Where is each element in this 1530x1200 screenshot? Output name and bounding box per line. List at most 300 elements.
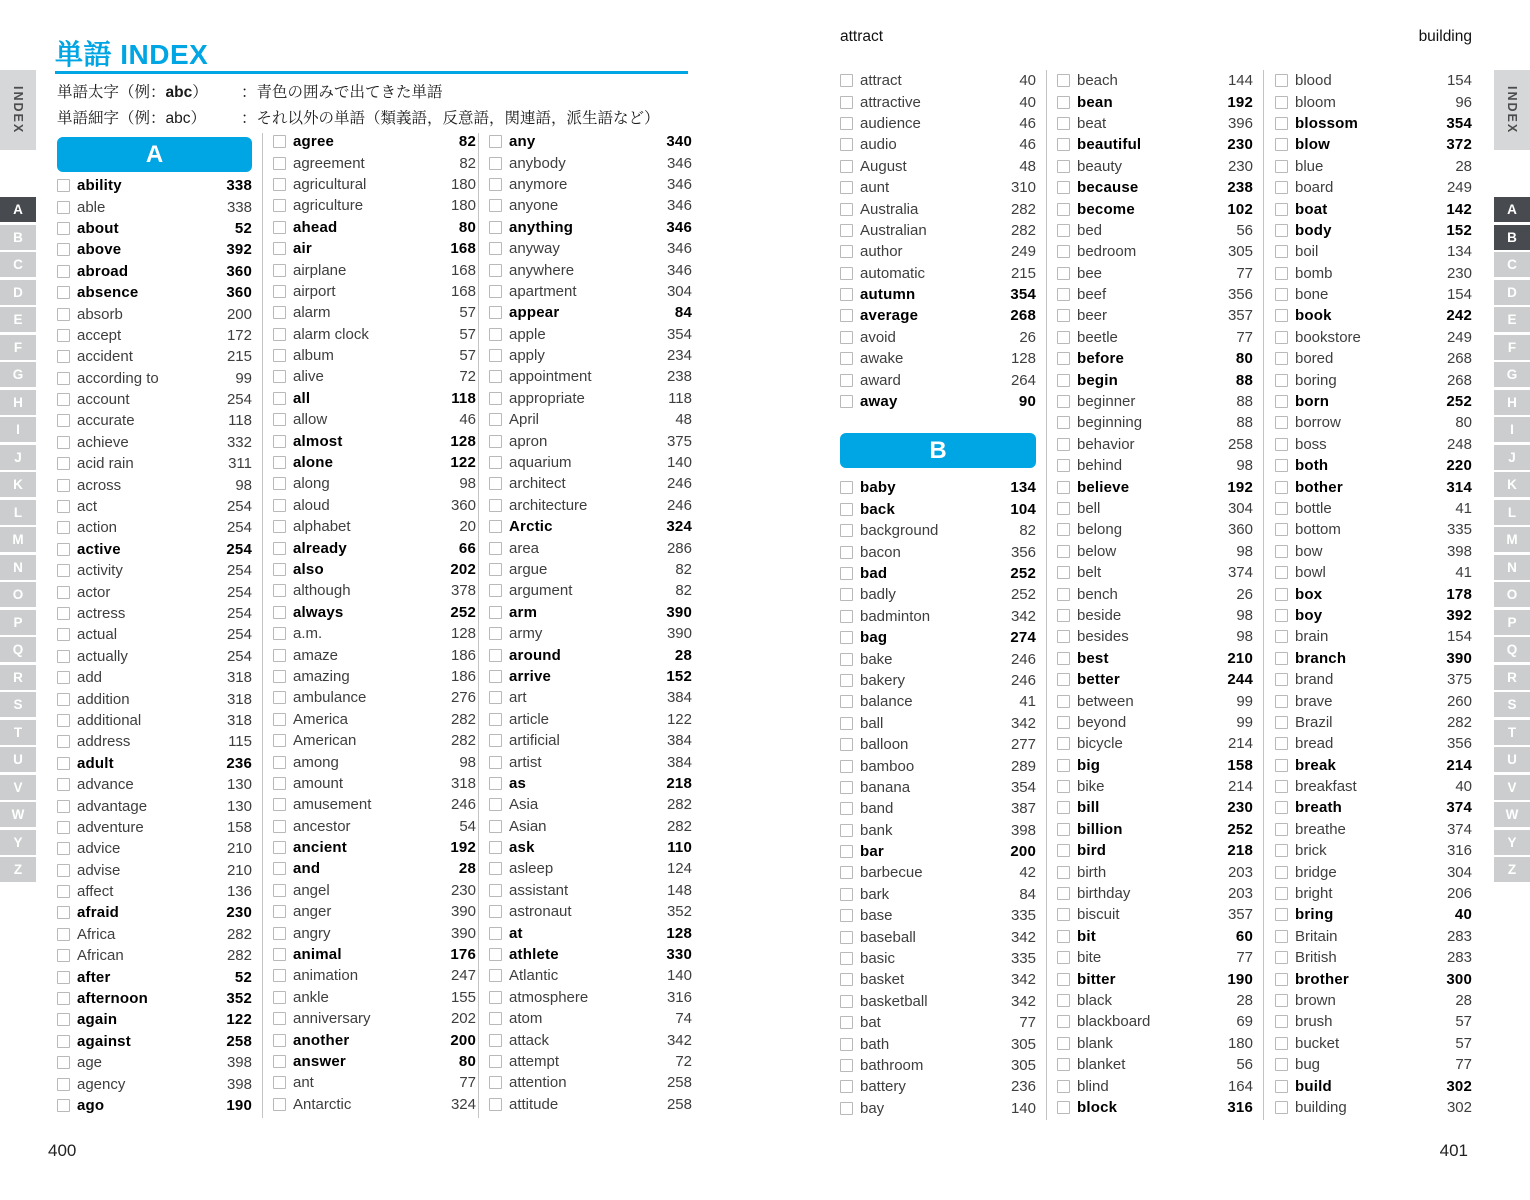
alphabet-tab[interactable] xyxy=(1494,830,1530,855)
checkbox[interactable] xyxy=(489,713,502,726)
checkbox[interactable] xyxy=(1057,588,1070,601)
checkbox[interactable] xyxy=(1275,288,1288,301)
checkbox[interactable] xyxy=(1057,652,1070,665)
checkbox[interactable] xyxy=(840,610,853,623)
checkbox[interactable] xyxy=(489,157,502,170)
checkbox[interactable] xyxy=(489,306,502,319)
checkbox[interactable] xyxy=(273,969,286,982)
checkbox[interactable] xyxy=(489,349,502,362)
checkbox[interactable] xyxy=(1275,459,1288,472)
checkbox[interactable] xyxy=(57,671,70,684)
checkbox[interactable] xyxy=(1275,1058,1288,1071)
alphabet-tab[interactable] xyxy=(0,197,36,222)
alphabet-tab[interactable] xyxy=(0,335,36,360)
alphabet-tab[interactable] xyxy=(0,747,36,772)
checkbox[interactable] xyxy=(57,308,70,321)
checkbox[interactable] xyxy=(1275,887,1288,900)
checkbox[interactable] xyxy=(489,969,502,982)
checkbox[interactable] xyxy=(1275,374,1288,387)
checkbox[interactable] xyxy=(489,221,502,234)
checkbox[interactable] xyxy=(840,1102,853,1115)
checkbox[interactable] xyxy=(840,1038,853,1051)
checkbox[interactable] xyxy=(489,1012,502,1025)
checkbox[interactable] xyxy=(840,138,853,151)
alphabet-tab[interactable] xyxy=(0,692,36,717)
checkbox[interactable] xyxy=(1057,352,1070,365)
checkbox[interactable] xyxy=(1275,844,1288,857)
checkbox[interactable] xyxy=(273,927,286,940)
checkbox[interactable] xyxy=(840,395,853,408)
alphabet-tab[interactable] xyxy=(1494,307,1530,332)
checkbox[interactable] xyxy=(1275,203,1288,216)
checkbox[interactable] xyxy=(1275,395,1288,408)
alphabet-tab[interactable] xyxy=(1494,747,1530,772)
alphabet-tab[interactable] xyxy=(1494,527,1530,552)
alphabet-tab[interactable] xyxy=(1494,252,1530,277)
checkbox[interactable] xyxy=(1057,74,1070,87)
checkbox[interactable] xyxy=(1057,374,1070,387)
checkbox[interactable] xyxy=(840,96,853,109)
checkbox[interactable] xyxy=(57,842,70,855)
checkbox[interactable] xyxy=(489,435,502,448)
alphabet-tab[interactable] xyxy=(1494,197,1530,222)
checkbox[interactable] xyxy=(57,265,70,278)
checkbox[interactable] xyxy=(57,821,70,834)
checkbox[interactable] xyxy=(489,756,502,769)
checkbox[interactable] xyxy=(489,649,502,662)
checkbox[interactable] xyxy=(1057,459,1070,472)
checkbox[interactable] xyxy=(489,477,502,490)
alphabet-tab[interactable] xyxy=(0,225,36,250)
checkbox[interactable] xyxy=(840,781,853,794)
checkbox[interactable] xyxy=(1275,908,1288,921)
checkbox[interactable] xyxy=(1275,309,1288,322)
alphabet-tab[interactable] xyxy=(1494,280,1530,305)
checkbox[interactable] xyxy=(1275,973,1288,986)
checkbox[interactable] xyxy=(1275,695,1288,708)
checkbox[interactable] xyxy=(1057,416,1070,429)
checkbox[interactable] xyxy=(57,243,70,256)
checkbox[interactable] xyxy=(1057,887,1070,900)
alphabet-tab[interactable] xyxy=(1494,665,1530,690)
checkbox[interactable] xyxy=(840,931,853,944)
checkbox[interactable] xyxy=(273,285,286,298)
checkbox[interactable] xyxy=(273,1034,286,1047)
checkbox[interactable] xyxy=(1275,352,1288,365)
checkbox[interactable] xyxy=(57,329,70,342)
checkbox[interactable] xyxy=(489,948,502,961)
checkbox[interactable] xyxy=(840,866,853,879)
checkbox[interactable] xyxy=(1275,160,1288,173)
checkbox[interactable] xyxy=(840,309,853,322)
alphabet-tab[interactable] xyxy=(0,802,36,827)
checkbox[interactable] xyxy=(1057,759,1070,772)
checkbox[interactable] xyxy=(273,691,286,704)
checkbox[interactable] xyxy=(273,713,286,726)
checkbox[interactable] xyxy=(1057,737,1070,750)
checkbox[interactable] xyxy=(489,264,502,277)
checkbox[interactable] xyxy=(273,584,286,597)
checkbox[interactable] xyxy=(273,264,286,277)
checkbox[interactable] xyxy=(489,1034,502,1047)
checkbox[interactable] xyxy=(1057,395,1070,408)
checkbox[interactable] xyxy=(57,201,70,214)
checkbox[interactable] xyxy=(273,370,286,383)
checkbox[interactable] xyxy=(1275,1101,1288,1114)
checkbox[interactable] xyxy=(273,862,286,875)
checkbox[interactable] xyxy=(57,457,70,470)
checkbox[interactable] xyxy=(489,542,502,555)
checkbox[interactable] xyxy=(1275,673,1288,686)
checkbox[interactable] xyxy=(1275,951,1288,964)
checkbox[interactable] xyxy=(840,760,853,773)
checkbox[interactable] xyxy=(1057,245,1070,258)
checkbox[interactable] xyxy=(840,160,853,173)
alphabet-tab[interactable] xyxy=(1494,582,1530,607)
checkbox[interactable] xyxy=(57,179,70,192)
checkbox[interactable] xyxy=(840,802,853,815)
checkbox[interactable] xyxy=(273,649,286,662)
checkbox[interactable] xyxy=(489,991,502,1004)
checkbox[interactable] xyxy=(1057,994,1070,1007)
checkbox[interactable] xyxy=(489,1055,502,1068)
checkbox[interactable] xyxy=(840,1080,853,1093)
checkbox[interactable] xyxy=(1275,801,1288,814)
checkbox[interactable] xyxy=(1275,502,1288,515)
checkbox[interactable] xyxy=(1057,224,1070,237)
checkbox[interactable] xyxy=(840,631,853,644)
checkbox[interactable] xyxy=(1057,823,1070,836)
checkbox[interactable] xyxy=(1275,438,1288,451)
checkbox[interactable] xyxy=(1057,695,1070,708)
checkbox[interactable] xyxy=(489,413,502,426)
checkbox[interactable] xyxy=(840,973,853,986)
checkbox[interactable] xyxy=(840,995,853,1008)
alphabet-tab[interactable] xyxy=(0,830,36,855)
checkbox[interactable] xyxy=(273,670,286,683)
alphabet-tab[interactable] xyxy=(1494,857,1530,882)
checkbox[interactable] xyxy=(1057,716,1070,729)
checkbox[interactable] xyxy=(1057,951,1070,964)
alphabet-tab[interactable] xyxy=(0,280,36,305)
checkbox[interactable] xyxy=(273,798,286,811)
checkbox[interactable] xyxy=(1275,588,1288,601)
checkbox[interactable] xyxy=(1275,416,1288,429)
alphabet-tab[interactable] xyxy=(0,720,36,745)
checkbox[interactable] xyxy=(489,627,502,640)
checkbox[interactable] xyxy=(57,992,70,1005)
checkbox[interactable] xyxy=(1057,780,1070,793)
checkbox[interactable] xyxy=(1275,245,1288,258)
checkbox[interactable] xyxy=(57,1035,70,1048)
checkbox[interactable] xyxy=(57,393,70,406)
checkbox[interactable] xyxy=(57,949,70,962)
checkbox[interactable] xyxy=(489,1076,502,1089)
checkbox[interactable] xyxy=(1275,609,1288,622)
alphabet-tab[interactable] xyxy=(0,417,36,442)
checkbox[interactable] xyxy=(1275,566,1288,579)
checkbox[interactable] xyxy=(489,520,502,533)
alphabet-tab[interactable] xyxy=(0,610,36,635)
checkbox[interactable] xyxy=(489,328,502,341)
checkbox[interactable] xyxy=(57,286,70,299)
checkbox[interactable] xyxy=(489,734,502,747)
checkbox[interactable] xyxy=(840,952,853,965)
checkbox[interactable] xyxy=(1057,1101,1070,1114)
alphabet-tab[interactable] xyxy=(0,445,36,470)
checkbox[interactable] xyxy=(840,695,853,708)
checkbox[interactable] xyxy=(489,584,502,597)
checkbox[interactable] xyxy=(489,563,502,576)
checkbox[interactable] xyxy=(273,199,286,212)
checkbox[interactable] xyxy=(489,862,502,875)
checkbox[interactable] xyxy=(1057,438,1070,451)
checkbox[interactable] xyxy=(840,909,853,922)
checkbox[interactable] xyxy=(1057,502,1070,515)
checkbox[interactable] xyxy=(1275,224,1288,237)
checkbox[interactable] xyxy=(1275,481,1288,494)
checkbox[interactable] xyxy=(57,222,70,235)
checkbox[interactable] xyxy=(489,691,502,704)
checkbox[interactable] xyxy=(1275,1037,1288,1050)
checkbox[interactable] xyxy=(840,245,853,258)
alphabet-tab[interactable] xyxy=(1494,500,1530,525)
checkbox[interactable] xyxy=(273,948,286,961)
checkbox[interactable] xyxy=(273,756,286,769)
checkbox[interactable] xyxy=(1057,331,1070,344)
checkbox[interactable] xyxy=(1275,866,1288,879)
checkbox[interactable] xyxy=(1057,566,1070,579)
checkbox[interactable] xyxy=(489,820,502,833)
checkbox[interactable] xyxy=(273,884,286,897)
checkbox[interactable] xyxy=(57,1013,70,1026)
checkbox[interactable] xyxy=(273,135,286,148)
checkbox[interactable] xyxy=(273,820,286,833)
alphabet-tab[interactable] xyxy=(0,665,36,690)
checkbox[interactable] xyxy=(273,392,286,405)
checkbox[interactable] xyxy=(273,734,286,747)
checkbox[interactable] xyxy=(840,1016,853,1029)
checkbox[interactable] xyxy=(840,546,853,559)
checkbox[interactable] xyxy=(57,350,70,363)
checkbox[interactable] xyxy=(57,1078,70,1091)
checkbox[interactable] xyxy=(1057,545,1070,558)
checkbox[interactable] xyxy=(840,738,853,751)
checkbox[interactable] xyxy=(489,456,502,469)
checkbox[interactable] xyxy=(57,778,70,791)
checkbox[interactable] xyxy=(489,370,502,383)
checkbox[interactable] xyxy=(273,456,286,469)
checkbox[interactable] xyxy=(1057,160,1070,173)
checkbox[interactable] xyxy=(57,436,70,449)
checkbox[interactable] xyxy=(57,714,70,727)
checkbox[interactable] xyxy=(489,905,502,918)
checkbox[interactable] xyxy=(1057,138,1070,151)
checkbox[interactable] xyxy=(273,991,286,1004)
checkbox[interactable] xyxy=(57,735,70,748)
checkbox[interactable] xyxy=(273,178,286,191)
checkbox[interactable] xyxy=(273,435,286,448)
checkbox[interactable] xyxy=(1057,481,1070,494)
alphabet-tab[interactable] xyxy=(1494,445,1530,470)
alphabet-tab[interactable] xyxy=(0,252,36,277)
checkbox[interactable] xyxy=(1275,780,1288,793)
checkbox[interactable] xyxy=(273,306,286,319)
checkbox[interactable] xyxy=(273,777,286,790)
checkbox[interactable] xyxy=(1057,609,1070,622)
checkbox[interactable] xyxy=(1057,673,1070,686)
checkbox[interactable] xyxy=(1275,630,1288,643)
checkbox[interactable] xyxy=(489,178,502,191)
checkbox[interactable] xyxy=(273,499,286,512)
checkbox[interactable] xyxy=(1275,737,1288,750)
checkbox[interactable] xyxy=(840,1059,853,1072)
checkbox[interactable] xyxy=(489,499,502,512)
checkbox[interactable] xyxy=(57,372,70,385)
checkbox[interactable] xyxy=(1275,652,1288,665)
alphabet-tab[interactable] xyxy=(1494,637,1530,662)
checkbox[interactable] xyxy=(840,717,853,730)
checkbox[interactable] xyxy=(1275,138,1288,151)
checkbox[interactable] xyxy=(273,221,286,234)
checkbox[interactable] xyxy=(1057,96,1070,109)
alphabet-tab[interactable] xyxy=(1494,775,1530,800)
alphabet-tab[interactable] xyxy=(1494,417,1530,442)
checkbox[interactable] xyxy=(57,906,70,919)
checkbox[interactable] xyxy=(1057,908,1070,921)
checkbox[interactable] xyxy=(840,374,853,387)
checkbox[interactable] xyxy=(840,845,853,858)
checkbox[interactable] xyxy=(1275,181,1288,194)
checkbox[interactable] xyxy=(273,563,286,576)
checkbox[interactable] xyxy=(273,242,286,255)
checkbox[interactable] xyxy=(1057,288,1070,301)
checkbox[interactable] xyxy=(840,331,853,344)
checkbox[interactable] xyxy=(840,224,853,237)
checkbox[interactable] xyxy=(489,841,502,854)
checkbox[interactable] xyxy=(840,288,853,301)
checkbox[interactable] xyxy=(273,627,286,640)
checkbox[interactable] xyxy=(840,203,853,216)
checkbox[interactable] xyxy=(1057,844,1070,857)
checkbox[interactable] xyxy=(489,135,502,148)
alphabet-tab[interactable] xyxy=(0,637,36,662)
alphabet-tab[interactable] xyxy=(0,555,36,580)
alphabet-tab[interactable] xyxy=(1494,335,1530,360)
alphabet-tab[interactable] xyxy=(1494,692,1530,717)
alphabet-tab[interactable] xyxy=(0,307,36,332)
alphabet-tab[interactable] xyxy=(1494,472,1530,497)
alphabet-tab[interactable] xyxy=(1494,802,1530,827)
checkbox[interactable] xyxy=(57,800,70,813)
checkbox[interactable] xyxy=(840,524,853,537)
checkbox[interactable] xyxy=(840,352,853,365)
checkbox[interactable] xyxy=(273,1055,286,1068)
checkbox[interactable] xyxy=(1275,331,1288,344)
checkbox[interactable] xyxy=(1057,866,1070,879)
checkbox[interactable] xyxy=(1275,994,1288,1007)
checkbox[interactable] xyxy=(1275,930,1288,943)
alphabet-tab[interactable] xyxy=(1494,390,1530,415)
checkbox[interactable] xyxy=(57,586,70,599)
checkbox[interactable] xyxy=(489,670,502,683)
checkbox[interactable] xyxy=(1057,973,1070,986)
checkbox[interactable] xyxy=(57,543,70,556)
checkbox[interactable] xyxy=(57,521,70,534)
checkbox[interactable] xyxy=(489,1098,502,1111)
checkbox[interactable] xyxy=(840,588,853,601)
checkbox[interactable] xyxy=(1057,181,1070,194)
alphabet-tab[interactable] xyxy=(0,390,36,415)
checkbox[interactable] xyxy=(1275,1080,1288,1093)
alphabet-tab[interactable] xyxy=(0,472,36,497)
checkbox[interactable] xyxy=(57,885,70,898)
checkbox[interactable] xyxy=(1057,203,1070,216)
alphabet-tab[interactable] xyxy=(0,857,36,882)
checkbox[interactable] xyxy=(57,928,70,941)
checkbox[interactable] xyxy=(840,74,853,87)
checkbox[interactable] xyxy=(489,285,502,298)
checkbox[interactable] xyxy=(57,414,70,427)
checkbox[interactable] xyxy=(1275,523,1288,536)
checkbox[interactable] xyxy=(273,841,286,854)
alphabet-tab[interactable] xyxy=(1494,555,1530,580)
checkbox[interactable] xyxy=(57,607,70,620)
checkbox[interactable] xyxy=(840,503,853,516)
checkbox[interactable] xyxy=(273,349,286,362)
checkbox[interactable] xyxy=(840,117,853,130)
checkbox[interactable] xyxy=(489,884,502,897)
checkbox[interactable] xyxy=(1057,267,1070,280)
checkbox[interactable] xyxy=(273,1076,286,1089)
checkbox[interactable] xyxy=(1057,630,1070,643)
checkbox[interactable] xyxy=(57,971,70,984)
alphabet-tab[interactable] xyxy=(1494,362,1530,387)
checkbox[interactable] xyxy=(1057,1058,1070,1071)
alphabet-tab[interactable] xyxy=(0,500,36,525)
checkbox[interactable] xyxy=(1275,1015,1288,1028)
checkbox[interactable] xyxy=(273,520,286,533)
checkbox[interactable] xyxy=(840,181,853,194)
alphabet-tab[interactable] xyxy=(0,775,36,800)
checkbox[interactable] xyxy=(489,392,502,405)
checkbox[interactable] xyxy=(273,413,286,426)
checkbox[interactable] xyxy=(1275,716,1288,729)
checkbox[interactable] xyxy=(57,864,70,877)
checkbox[interactable] xyxy=(840,653,853,666)
checkbox[interactable] xyxy=(57,500,70,513)
checkbox[interactable] xyxy=(1275,117,1288,130)
checkbox[interactable] xyxy=(1275,823,1288,836)
checkbox[interactable] xyxy=(1057,801,1070,814)
checkbox[interactable] xyxy=(489,242,502,255)
checkbox[interactable] xyxy=(273,1012,286,1025)
checkbox[interactable] xyxy=(1057,523,1070,536)
checkbox[interactable] xyxy=(1275,267,1288,280)
checkbox[interactable] xyxy=(273,606,286,619)
checkbox[interactable] xyxy=(1275,545,1288,558)
checkbox[interactable] xyxy=(273,905,286,918)
checkbox[interactable] xyxy=(1057,1037,1070,1050)
checkbox[interactable] xyxy=(840,824,853,837)
checkbox[interactable] xyxy=(840,674,853,687)
checkbox[interactable] xyxy=(489,927,502,940)
checkbox[interactable] xyxy=(1275,74,1288,87)
checkbox[interactable] xyxy=(1057,1015,1070,1028)
alphabet-tab[interactable] xyxy=(0,582,36,607)
checkbox[interactable] xyxy=(57,693,70,706)
checkbox[interactable] xyxy=(273,542,286,555)
